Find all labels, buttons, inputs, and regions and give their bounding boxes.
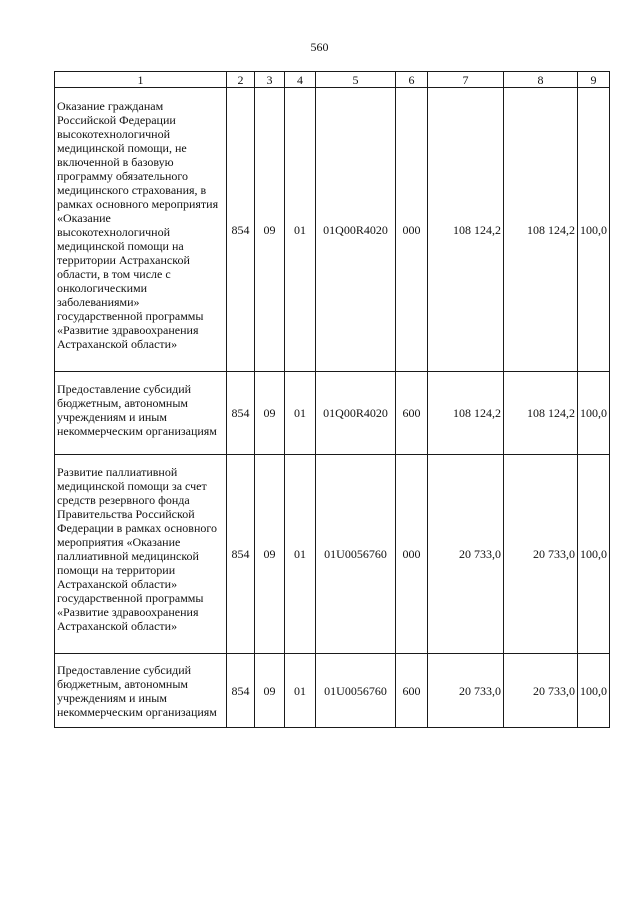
table-row xyxy=(55,455,610,654)
column-header: 6 xyxy=(396,72,428,88)
subsection-code: 01 xyxy=(285,88,316,372)
subsection-code: 01 xyxy=(285,455,316,654)
section-code: 09 xyxy=(255,372,285,455)
execution-percent: 100,0 xyxy=(578,654,610,728)
expense-type-code: 000 xyxy=(396,88,428,372)
execution-percent: 100,0 xyxy=(578,455,610,654)
section-code: 09 xyxy=(255,654,285,728)
executed-amount: 108 124,2 xyxy=(504,88,578,372)
expense-name: Предоставление субсидий бюджетным, автономным учреждениям и иным некоммерческим организациям xyxy=(55,372,227,455)
execution-percent: 100,0 xyxy=(578,372,610,455)
expense-type-code: 000 xyxy=(396,455,428,654)
executed-amount: 20 733,0 xyxy=(504,455,578,654)
column-header: 8 xyxy=(504,72,578,88)
execution-percent: 100,0 xyxy=(578,88,610,372)
column-header: 1 xyxy=(55,72,227,88)
budget-table xyxy=(54,71,610,728)
executed-amount: 108 124,2 xyxy=(504,372,578,455)
expense-name: Предоставление субсидий бюджетным, автономным учреждениям и иным некоммерческим организациям xyxy=(55,654,227,728)
ministry-code: 854 xyxy=(227,88,255,372)
table-row xyxy=(55,88,610,372)
expense-name: Оказание гражданам Российской Федерации высокотехнологичной медицинской помощи, не включенной в базовую программу обязательного медицинского страхования, в рамках основного мероприятия «Оказание высокотехнологичной медицинской помощи на территории Астраханской области, в том числе с онкологическими заболеваниями» государственной программы «Развитие здравоохранения Астраханской области» xyxy=(55,88,227,372)
subsection-code: 01 xyxy=(285,654,316,728)
section-code: 09 xyxy=(255,455,285,654)
target-article-code: 01U0056760 xyxy=(316,455,396,654)
planned-amount: 108 124,2 xyxy=(428,372,504,455)
planned-amount: 20 733,0 xyxy=(428,455,504,654)
expense-name: Развитие паллиативной медицинской помощи за счет средств резервного фонда Правительства Российской Федерации в рамках основного мероприятия «Оказание паллиативной медицинской помощи на территории Астраханской области» государственной программы «Развитие здравоохранения Астраханской области» xyxy=(55,455,227,654)
ministry-code: 854 xyxy=(227,654,255,728)
expense-type-code: 600 xyxy=(396,372,428,455)
expense-type-code: 600 xyxy=(396,654,428,728)
target-article-code: 01Q00R4020 xyxy=(316,88,396,372)
ministry-code: 854 xyxy=(227,372,255,455)
page-number: 560 xyxy=(310,40,329,54)
column-header: 5 xyxy=(316,72,396,88)
column-header: 7 xyxy=(428,72,504,88)
executed-amount: 20 733,0 xyxy=(504,654,578,728)
table-row xyxy=(55,654,610,728)
target-article-code: 01U0056760 xyxy=(316,654,396,728)
subsection-code: 01 xyxy=(285,372,316,455)
column-header: 2 xyxy=(227,72,255,88)
ministry-code: 854 xyxy=(227,455,255,654)
section-code: 09 xyxy=(255,88,285,372)
column-header: 9 xyxy=(578,72,610,88)
column-header: 4 xyxy=(285,72,316,88)
planned-amount: 20 733,0 xyxy=(428,654,504,728)
header-row xyxy=(55,72,610,88)
column-header: 3 xyxy=(255,72,285,88)
table-row xyxy=(55,372,610,455)
planned-amount: 108 124,2 xyxy=(428,88,504,372)
target-article-code: 01Q00R4020 xyxy=(316,372,396,455)
